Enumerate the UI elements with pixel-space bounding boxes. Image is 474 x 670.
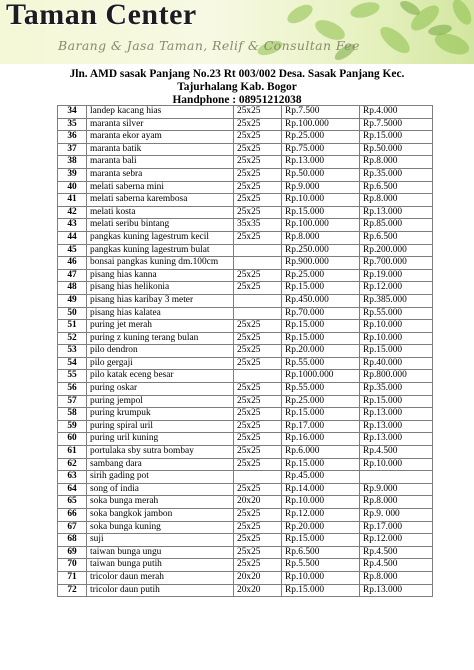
pot-size-cell: 35x35 (234, 219, 282, 232)
wholesale-price-cell: Rp.8.000 (360, 156, 433, 169)
price-table-body (58, 106, 433, 597)
plant-name-cell: melati saberna mini (87, 181, 234, 194)
wholesale-price-cell: Rp.55.000 (360, 307, 433, 320)
pot-size-cell: 25x25 (234, 446, 282, 459)
pot-size-cell: 25x25 (234, 433, 282, 446)
pot-size-cell: 25x25 (234, 521, 282, 534)
wholesale-price-cell: Rp.700.000 (360, 257, 433, 270)
row-number-cell: 64 (58, 483, 87, 496)
table-row (58, 483, 433, 496)
plant-name-cell: puring oskar (87, 383, 234, 396)
table-row (58, 534, 433, 547)
wholesale-price-cell: Rp.4.500 (360, 559, 433, 572)
row-number-cell: 52 (58, 332, 87, 345)
price-table (57, 105, 433, 597)
table-row (58, 131, 433, 144)
table-row (58, 345, 433, 358)
wholesale-price-cell: Rp.50.000 (360, 143, 433, 156)
pot-size-cell: 25x25 (234, 168, 282, 181)
table-row (58, 143, 433, 156)
table-row (58, 458, 433, 471)
retail-price-cell: Rp.1000.000 (282, 370, 360, 383)
plant-name-cell: melati kosta (87, 206, 234, 219)
row-number-cell: 58 (58, 408, 87, 421)
table-row (58, 156, 433, 169)
plant-name-cell: pilo katak eceng besar (87, 370, 234, 383)
row-number-cell: 37 (58, 143, 87, 156)
table-row (58, 257, 433, 270)
wholesale-price-cell: Rp.6.500 (360, 231, 433, 244)
row-number-cell: 38 (58, 156, 87, 169)
plant-name-cell: song of india (87, 483, 234, 496)
retail-price-cell: Rp.25.000 (282, 131, 360, 144)
table-row (58, 584, 433, 597)
pot-size-cell: 25x25 (234, 383, 282, 396)
row-number-cell: 70 (58, 559, 87, 572)
retail-price-cell: Rp.6.000 (282, 446, 360, 459)
plant-name-cell: melati seribu bintang (87, 219, 234, 232)
wholesale-price-cell: Rp.85.000 (360, 219, 433, 232)
table-row (58, 571, 433, 584)
wholesale-price-cell: Rp.10.000 (360, 320, 433, 333)
table-row (58, 433, 433, 446)
address-line-1: Jln. AMD sasak Panjang No.23 Rt 003/002 Desa. Sasak Panjang Kec. (69, 68, 405, 80)
pot-size-cell: 20x20 (234, 571, 282, 584)
retail-price-cell: Rp.15.000 (282, 320, 360, 333)
row-number-cell: 42 (58, 206, 87, 219)
brand-title: Taman Center (6, 0, 197, 31)
row-number-cell: 63 (58, 471, 87, 484)
row-number-cell: 68 (58, 534, 87, 547)
retail-price-cell: Rp.45.000 (282, 471, 360, 484)
table-row (58, 370, 433, 383)
table-row (58, 509, 433, 522)
row-number-cell: 65 (58, 496, 87, 509)
row-number-cell: 48 (58, 282, 87, 295)
row-number-cell: 51 (58, 320, 87, 333)
pot-size-cell: 25x25 (234, 231, 282, 244)
pot-size-cell: 25x25 (234, 509, 282, 522)
retail-price-cell: Rp.15.000 (282, 408, 360, 421)
table-row (58, 294, 433, 307)
wholesale-price-cell: Rp.8.000 (360, 194, 433, 207)
wholesale-price-cell: Rp.13.000 (360, 420, 433, 433)
wholesale-price-cell: Rp.4.500 (360, 446, 433, 459)
row-number-cell: 40 (58, 181, 87, 194)
phone-line: Handphone : 08951212038 (172, 94, 302, 106)
wholesale-price-cell: Rp.15.000 (360, 131, 433, 144)
row-number-cell: 53 (58, 345, 87, 358)
pot-size-cell: 25x25 (234, 534, 282, 547)
row-number-cell: 34 (58, 106, 87, 119)
pot-size-cell: 25x25 (234, 194, 282, 207)
wholesale-price-cell: Rp.13.000 (360, 584, 433, 597)
plant-name-cell: puring z kuning terang bulan (87, 332, 234, 345)
retail-price-cell: Rp.900.000 (282, 257, 360, 270)
retail-price-cell: Rp.16.000 (282, 433, 360, 446)
wholesale-price-cell: Rp.9.000 (360, 483, 433, 496)
table-row (58, 206, 433, 219)
table-row (58, 420, 433, 433)
row-number-cell: 67 (58, 521, 87, 534)
table-row (58, 231, 433, 244)
plant-name-cell: soka bunga merah (87, 496, 234, 509)
plant-name-cell: pisang hias kanna (87, 269, 234, 282)
table-row (58, 244, 433, 257)
table-row (58, 168, 433, 181)
table-row (58, 219, 433, 232)
pot-size-cell: 25x25 (234, 156, 282, 169)
row-number-cell: 61 (58, 446, 87, 459)
table-row (58, 559, 433, 572)
wholesale-price-cell: Rp.35.000 (360, 168, 433, 181)
plant-name-cell: maranta silver (87, 118, 234, 131)
pot-size-cell: 25x25 (234, 106, 282, 119)
wholesale-price-cell: Rp.8.000 (360, 496, 433, 509)
pot-size-cell (234, 294, 282, 307)
retail-price-cell: Rp.13.000 (282, 156, 360, 169)
row-number-cell: 45 (58, 244, 87, 257)
plant-name-cell: puring spiral uril (87, 420, 234, 433)
retail-price-cell: Rp.15.000 (282, 332, 360, 345)
plant-name-cell: pangkas kuning lagestrum kecil (87, 231, 234, 244)
retail-price-cell: Rp.450.000 (282, 294, 360, 307)
retail-price-cell: Rp.6.500 (282, 546, 360, 559)
wholesale-price-cell: Rp.15.000 (360, 395, 433, 408)
wholesale-price-cell: Rp.40.000 (360, 357, 433, 370)
plant-name-cell: pilo dendron (87, 345, 234, 358)
retail-price-cell: Rp.10.000 (282, 194, 360, 207)
retail-price-cell: Rp.250.000 (282, 244, 360, 257)
plant-name-cell: bonsai pangkas kuning dm.100cm (87, 257, 234, 270)
retail-price-cell: Rp.55.000 (282, 383, 360, 396)
row-number-cell: 46 (58, 257, 87, 270)
pot-size-cell: 25x25 (234, 559, 282, 572)
wholesale-price-cell: Rp.15.000 (360, 345, 433, 358)
retail-price-cell: Rp.20.000 (282, 345, 360, 358)
retail-price-cell: Rp.15.000 (282, 282, 360, 295)
retail-price-cell: Rp.20.000 (282, 521, 360, 534)
pot-size-cell: 25x25 (234, 269, 282, 282)
plant-name-cell: sambang dara (87, 458, 234, 471)
wholesale-price-cell: Rp.200.000 (360, 244, 433, 257)
retail-price-cell: Rp.10.000 (282, 496, 360, 509)
plant-name-cell: tricolor daun merah (87, 571, 234, 584)
table-row (58, 496, 433, 509)
plant-name-cell: soka bunga kuning (87, 521, 234, 534)
retail-price-cell: Rp.8.000 (282, 231, 360, 244)
row-number-cell: 41 (58, 194, 87, 207)
pot-size-cell (234, 471, 282, 484)
row-number-cell: 44 (58, 231, 87, 244)
plant-name-cell: soka bangkok jambon (87, 509, 234, 522)
wholesale-price-cell: Rp.7.5000 (360, 118, 433, 131)
wholesale-price-cell: Rp.13.000 (360, 408, 433, 421)
wholesale-price-cell: Rp.4.000 (360, 106, 433, 119)
row-number-cell: 71 (58, 571, 87, 584)
pot-size-cell: 20x20 (234, 496, 282, 509)
row-number-cell: 43 (58, 219, 87, 232)
pot-size-cell: 25x25 (234, 332, 282, 345)
row-number-cell: 62 (58, 458, 87, 471)
table-row (58, 471, 433, 484)
table-row (58, 408, 433, 421)
retail-price-cell: Rp.25.000 (282, 395, 360, 408)
wholesale-price-cell: Rp.9. 000 (360, 509, 433, 522)
wholesale-price-cell: Rp.10.000 (360, 458, 433, 471)
plant-name-cell: sirih gading pot (87, 471, 234, 484)
pot-size-cell: 25x25 (234, 395, 282, 408)
retail-price-cell: Rp.14.000 (282, 483, 360, 496)
retail-price-cell: Rp.17.000 (282, 420, 360, 433)
row-number-cell: 54 (58, 357, 87, 370)
plant-name-cell: landep kacang hias (87, 106, 234, 119)
pot-size-cell: 25x25 (234, 181, 282, 194)
header-banner (0, 0, 474, 64)
table-row (58, 307, 433, 320)
plant-name-cell: suji (87, 534, 234, 547)
table-row (58, 446, 433, 459)
plant-name-cell: pilo gergaji (87, 357, 234, 370)
pot-size-cell (234, 257, 282, 270)
wholesale-price-cell: Rp.385.000 (360, 294, 433, 307)
plant-name-cell: melati saberna karembosa (87, 194, 234, 207)
row-number-cell: 57 (58, 395, 87, 408)
retail-price-cell: Rp.25.000 (282, 269, 360, 282)
retail-price-cell: Rp.50.000 (282, 168, 360, 181)
retail-price-cell: Rp.55.000 (282, 357, 360, 370)
retail-price-cell: Rp.10.000 (282, 571, 360, 584)
brand-tagline: Barang & Jasa Taman, Relif & Consultan Fee (58, 38, 360, 53)
pot-size-cell: 25x25 (234, 206, 282, 219)
retail-price-cell: Rp.15.000 (282, 206, 360, 219)
retail-price-cell: Rp.70.000 (282, 307, 360, 320)
wholesale-price-cell: Rp.8.000 (360, 571, 433, 584)
wholesale-price-cell: Rp.17.000 (360, 521, 433, 534)
table-row (58, 320, 433, 333)
table-row (58, 546, 433, 559)
table-row (58, 383, 433, 396)
table-row (58, 118, 433, 131)
pot-size-cell: 25x25 (234, 458, 282, 471)
pot-size-cell: 25x25 (234, 320, 282, 333)
plant-name-cell: portulaka sby sutra bombay (87, 446, 234, 459)
plant-name-cell: maranta ekor ayam (87, 131, 234, 144)
retail-price-cell: Rp.75.000 (282, 143, 360, 156)
retail-price-cell: Rp.100.000 (282, 219, 360, 232)
pot-size-cell: 25x25 (234, 118, 282, 131)
plant-name-cell: maranta sebra (87, 168, 234, 181)
row-number-cell: 59 (58, 420, 87, 433)
plant-name-cell: maranta bali (87, 156, 234, 169)
table-row (58, 181, 433, 194)
retail-price-cell: Rp.15.000 (282, 584, 360, 597)
retail-price-cell: Rp.12.000 (282, 509, 360, 522)
plant-name-cell: pangkas kuning lagestrum bulat (87, 244, 234, 257)
table-row (58, 332, 433, 345)
pot-size-cell (234, 307, 282, 320)
row-number-cell: 72 (58, 584, 87, 597)
pot-size-cell: 25x25 (234, 282, 282, 295)
pot-size-cell: 25x25 (234, 408, 282, 421)
plant-name-cell: puring jet merah (87, 320, 234, 333)
pot-size-cell: 20x20 (234, 584, 282, 597)
plant-name-cell: taiwan bunga ungu (87, 546, 234, 559)
plant-name-cell: puring uril kuning (87, 433, 234, 446)
wholesale-price-cell: Rp.13.000 (360, 206, 433, 219)
pot-size-cell: 25x25 (234, 345, 282, 358)
row-number-cell: 56 (58, 383, 87, 396)
pot-size-cell: 25x25 (234, 420, 282, 433)
plant-name-cell: pisang hias helikonia (87, 282, 234, 295)
plant-name-cell: pisang hias kalatea (87, 307, 234, 320)
wholesale-price-cell: Rp.12.000 (360, 534, 433, 547)
wholesale-price-cell: Rp.6.500 (360, 181, 433, 194)
row-number-cell: 55 (58, 370, 87, 383)
wholesale-price-cell (360, 471, 433, 484)
table-row (58, 269, 433, 282)
row-number-cell: 36 (58, 131, 87, 144)
plant-name-cell: puring jempol (87, 395, 234, 408)
pot-size-cell: 25x25 (234, 546, 282, 559)
table-row (58, 106, 433, 119)
retail-price-cell: Rp.100.000 (282, 118, 360, 131)
wholesale-price-cell: Rp.800.000 (360, 370, 433, 383)
row-number-cell: 49 (58, 294, 87, 307)
pot-size-cell: 25x25 (234, 143, 282, 156)
plant-name-cell: pisang hias karibay 3 meter (87, 294, 234, 307)
row-number-cell: 35 (58, 118, 87, 131)
row-number-cell: 39 (58, 168, 87, 181)
table-row (58, 521, 433, 534)
table-row (58, 395, 433, 408)
table-row (58, 357, 433, 370)
pot-size-cell (234, 244, 282, 257)
row-number-cell: 69 (58, 546, 87, 559)
retail-price-cell: Rp.15.000 (282, 458, 360, 471)
plant-name-cell: puring krumpuk (87, 408, 234, 421)
retail-price-cell: Rp.9.000 (282, 181, 360, 194)
plant-name-cell: maranta batik (87, 143, 234, 156)
table-row (58, 282, 433, 295)
row-number-cell: 50 (58, 307, 87, 320)
pot-size-cell (234, 370, 282, 383)
address-line-2: Tajurhalang Kab. Bogor (177, 81, 297, 93)
retail-price-cell: Rp.15.000 (282, 534, 360, 547)
wholesale-price-cell: Rp.13.000 (360, 433, 433, 446)
pot-size-cell: 25x25 (234, 483, 282, 496)
wholesale-price-cell: Rp.35.000 (360, 383, 433, 396)
wholesale-price-cell: Rp.19.000 (360, 269, 433, 282)
row-number-cell: 47 (58, 269, 87, 282)
pot-size-cell: 25x25 (234, 357, 282, 370)
plant-name-cell: taiwan bunga putih (87, 559, 234, 572)
wholesale-price-cell: Rp.12.000 (360, 282, 433, 295)
table-row (58, 194, 433, 207)
wholesale-price-cell: Rp.10.000 (360, 332, 433, 345)
row-number-cell: 60 (58, 433, 87, 446)
row-number-cell: 66 (58, 509, 87, 522)
retail-price-cell: Rp.7.500 (282, 106, 360, 119)
retail-price-cell: Rp.5.500 (282, 559, 360, 572)
wholesale-price-cell: Rp.4.500 (360, 546, 433, 559)
pot-size-cell: 25x25 (234, 131, 282, 144)
plant-name-cell: tricolor daun putih (87, 584, 234, 597)
